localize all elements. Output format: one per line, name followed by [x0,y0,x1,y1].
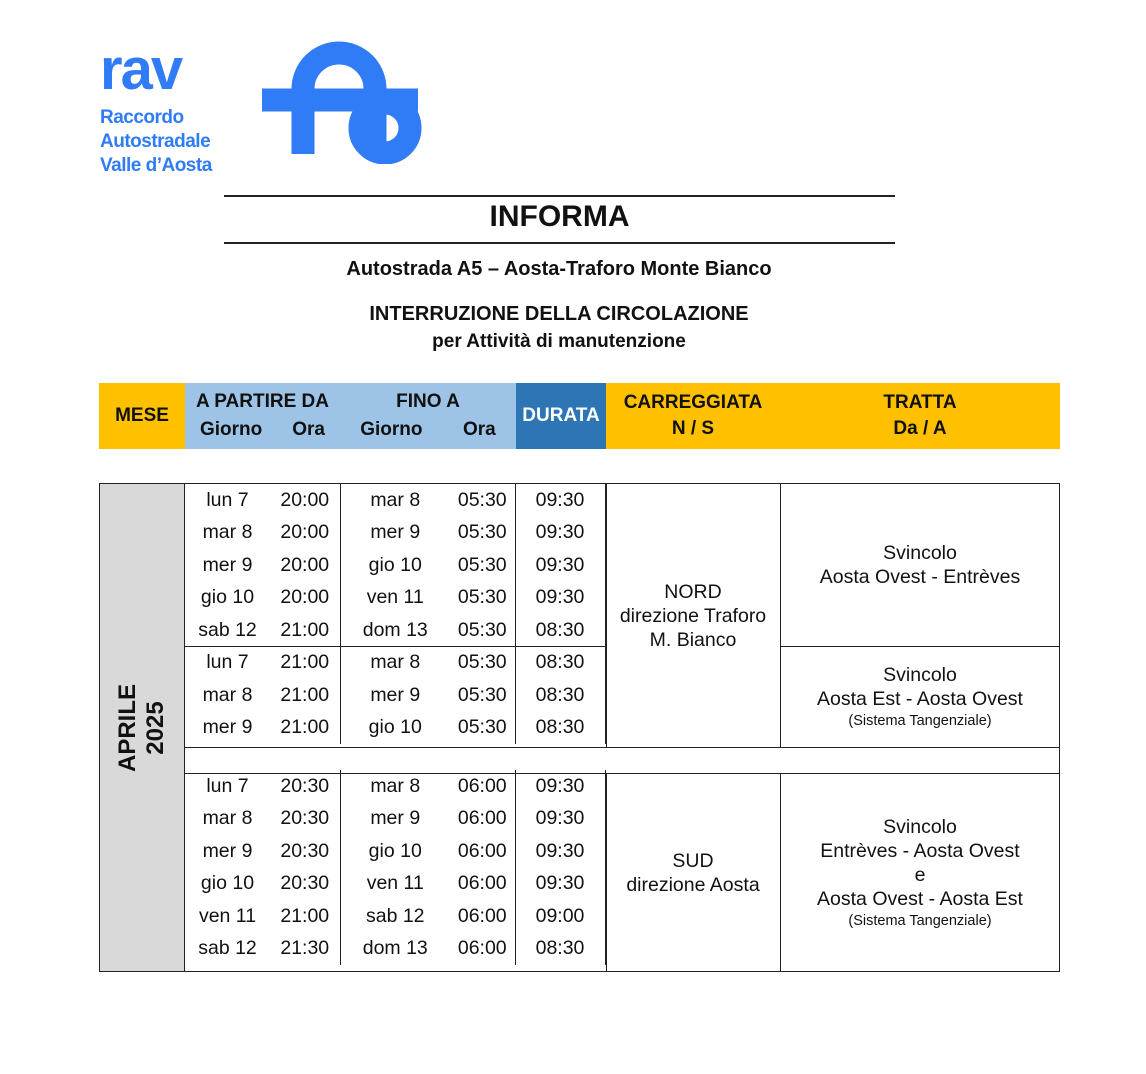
from-time-cell: 20:30 [270,770,340,803]
header-durata-label: DURATA [522,405,600,426]
duration-cell: 09:30 [515,484,605,517]
from-time-cell: 20:00 [270,517,340,550]
tratta-3-line-5: (Sistema Tangenziale) [848,912,992,929]
logo-line-1: Raccordo [100,107,184,128]
tratta-3-line-4: Aosta Ovest - Aosta Est [817,887,1023,910]
duration-cell: 09:00 [515,900,605,933]
tratta-1-line-2: Aosta Ovest - Entrèves [819,566,1021,588]
to-day-cell: mer 9 [370,521,421,544]
header-a-partire-da-label: A PARTIRE DA [196,391,329,412]
to-time-cell: 06:00 [450,900,515,933]
from-day-cell: lun 7 [206,488,249,511]
to-day-cell: gio 10 [368,839,422,862]
logo-line-2: Autostradale [100,131,211,152]
from-time-cell: 20:00 [270,549,340,582]
tratta-3 [781,774,1059,971]
header-tratta-sub: Da / A [893,418,947,439]
header-carreggiata-label: CARREGGIATA [623,392,763,413]
to-day-cell: mar 8 [370,651,421,674]
duration-cell: 09:30 [515,770,605,803]
from-day-cell: ven 11 [198,904,257,927]
to-day-cell: dom 13 [362,937,428,960]
carreggiata-nord [607,484,779,747]
from-day-cell: mar 8 [202,521,253,544]
tratta-2-line-1: Svincolo [883,664,957,686]
from-time-cell: 20:30 [270,803,340,836]
to-day-cell: mer 9 [370,807,421,830]
from-time-cell: 21:00 [270,614,340,647]
from-time-cell: 21:00 [270,900,340,933]
header-carreggiata-sub: N / S [671,418,715,439]
notice-subtitle: per Attività di manutenzione [432,331,686,352]
header-mese-label: MESE [115,405,169,426]
header-mese [99,383,185,449]
to-day-cell: gio 10 [368,553,422,576]
from-time-cell: 21:30 [270,933,340,966]
from-day-cell: sab 12 [198,618,257,641]
logo-rav: rav [100,37,182,102]
header-tratta [780,383,1060,449]
to-time-cell: 05:30 [450,712,515,745]
header-carreggiata [606,383,780,449]
to-day-cell: mar 8 [370,488,421,511]
road-name: Autostrada A5 – Aosta-Traforo Monte Bianco [346,258,772,280]
from-day-cell: lun 7 [206,651,249,674]
from-time-cell: 20:30 [270,835,340,868]
header-fino-a [340,383,516,449]
from-day-cell: gio 10 [200,586,255,609]
notice-title: INTERRUZIONE DELLA CIRCOLAZIONE [369,303,749,325]
page-title: INFORMA [489,200,630,233]
ab-monogram-icon [258,34,428,164]
from-time-cell: 21:00 [270,647,340,680]
tratta-1-line-1: Svincolo [883,542,957,564]
from-time-cell: 20:30 [270,868,340,901]
tratta-1 [781,484,1059,646]
from-day-cell: mar 8 [202,807,253,830]
to-day-cell: gio 10 [368,716,422,739]
duration-cell: 09:30 [515,868,605,901]
nord-line-2: direzione Traforo [619,604,767,627]
month-year: 2025 [142,700,170,755]
tratta-2 [781,647,1059,747]
from-day-cell: mar 8 [202,683,253,706]
from-day-cell: mer 9 [202,553,253,576]
header-fino-a-label: FINO A [396,391,460,412]
duration-cell: 08:30 [515,933,605,966]
to-day-cell: mer 9 [370,683,421,706]
duration-cell: 08:30 [515,647,605,680]
tratta-2-line-3: (Sistema Tangenziale) [848,713,992,729]
to-time-cell: 05:30 [450,549,515,582]
to-time-cell: 05:30 [450,647,515,680]
sud-line-1: SUD [672,849,714,872]
duration-cell: 09:30 [515,549,605,582]
to-time-cell: 06:00 [450,933,515,966]
header-to-giorno: Giorno [360,419,423,440]
duration-cell: 08:30 [515,712,605,745]
header-from-ora: Ora [292,419,325,440]
month-label [114,683,170,771]
duration-cell: 09:30 [515,803,605,836]
from-day-cell: sab 12 [198,937,257,960]
to-time-cell: 05:30 [450,484,515,517]
to-time-cell: 05:30 [450,614,515,647]
sud-line-2: direzione Aosta [626,873,760,896]
to-day-cell: ven 11 [366,872,424,895]
to-day-cell: mar 8 [370,774,421,797]
from-day-cell: lun 7 [206,774,249,797]
to-time-cell: 06:00 [450,770,515,803]
from-time-cell: 21:00 [270,679,340,712]
from-time-cell: 21:00 [270,712,340,745]
from-day-cell: mer 9 [202,839,253,862]
month-cell [100,484,185,971]
title-rule-top [224,195,895,197]
to-day-cell: ven 11 [366,586,424,609]
header-a-partire-da [185,383,340,449]
to-time-cell: 05:30 [450,679,515,712]
logo-line-3: Valle d’Aosta [100,155,212,176]
carreggiata-sud [607,774,779,971]
tratta-2-line-2: Aosta Est - Aosta Ovest [817,688,1023,710]
to-time-cell: 06:00 [450,835,515,868]
tratta-3-line-3: e [914,863,926,886]
to-time-cell: 06:00 [450,868,515,901]
title-rule-bottom [224,242,895,244]
tratta-3-line-2: Entrèves - Aosta Ovest [820,839,1020,862]
from-day-cell: mer 9 [202,716,253,739]
to-time-cell: 06:00 [450,803,515,836]
duration-cell: 08:30 [515,614,605,647]
from-time-cell: 20:00 [270,484,340,517]
tratta-3-line-1: Svincolo [883,815,957,838]
duration-cell: 09:30 [515,582,605,615]
block-rule-1 [185,646,607,647]
header-from-giorno: Giorno [199,419,263,440]
header-to-ora: Ora [463,419,496,440]
duration-cell: 08:30 [515,679,605,712]
to-day-cell: dom 13 [362,618,428,641]
month-name: APRILE [114,683,142,772]
to-time-cell: 05:30 [450,582,515,615]
duration-cell: 09:30 [515,835,605,868]
header-tratta-label: TRATTA [883,392,957,413]
from-time-cell: 20:00 [270,582,340,615]
to-day-cell: sab 12 [365,904,425,927]
block-rule-2 [185,747,1060,748]
rav-logo [100,37,212,178]
header-durata [516,383,606,449]
duration-cell: 09:30 [515,517,605,550]
to-time-cell: 05:30 [450,517,515,550]
nord-line-3: M. Bianco [649,628,737,651]
from-day-cell: gio 10 [200,872,255,895]
nord-line-1: NORD [664,580,722,603]
